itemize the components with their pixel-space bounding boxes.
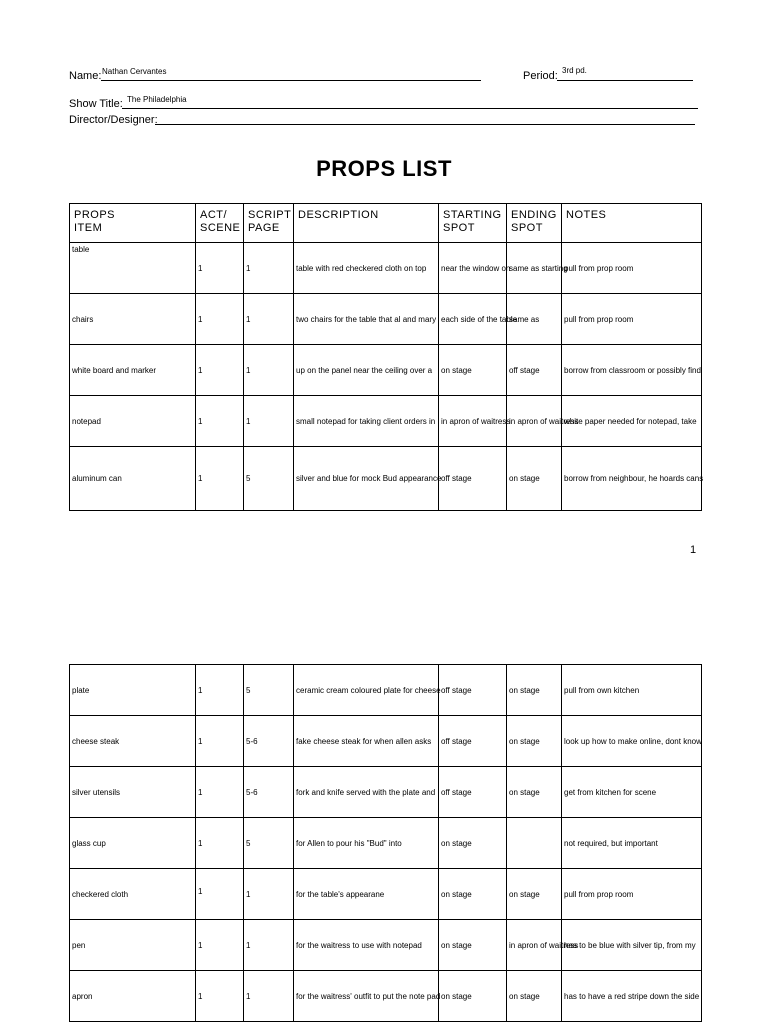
cell-notes[interactable]: pull from prop room [562,243,702,294]
cell-act[interactable]: 1 [196,345,244,396]
cell-act[interactable]: 1 [196,294,244,345]
props-table-page-2 [69,664,702,1022]
props-table-page-1 [69,203,702,511]
cell-end[interactable]: on stage [507,716,562,767]
cell-end[interactable]: off stage [507,345,562,396]
cell-start[interactable]: each side of the table [439,294,507,345]
cell-notes[interactable]: pull from prop room [562,869,702,920]
table-header-row [70,204,702,243]
cell-description[interactable]: up on the panel near the ceiling over a [294,345,439,396]
cell-item[interactable]: apron [70,971,196,1022]
show-title-underline[interactable] [122,108,698,109]
header-notes: NOTES [562,204,702,243]
cell-page[interactable]: 5-6 [244,716,294,767]
header-props-item: PROPS ITEM [70,204,196,243]
cell-end[interactable]: on stage [507,665,562,716]
cell-item[interactable]: silver utensils [70,767,196,818]
cell-page[interactable]: 1 [244,345,294,396]
name-label: Name: [69,70,102,82]
cell-start[interactable]: near the window on [439,243,507,294]
table-row [70,345,702,396]
cell-notes[interactable]: borrow from neighbour, he hoards cans [562,447,702,511]
table-row [70,665,702,716]
cell-act[interactable]: 1 [196,665,244,716]
cell-description[interactable]: for the waitress to use with notepad [294,920,439,971]
period-label: Period: [523,70,558,82]
cell-page[interactable]: 1 [244,920,294,971]
cell-act[interactable]: 1 [196,447,244,511]
header-description: DESCRIPTION [294,204,439,243]
cell-item[interactable]: notepad [70,396,196,447]
table-row [70,294,702,345]
cell-notes[interactable]: pull from own kitchen [562,665,702,716]
cell-start[interactable]: on stage [439,971,507,1022]
table-row [70,243,702,294]
page-number: 1 [690,544,697,556]
cell-end[interactable]: on stage [507,767,562,818]
cell-page[interactable]: 5 [244,818,294,869]
cell-start[interactable]: on stage [439,869,507,920]
cell-description[interactable]: fork and knife served with the plate and [294,767,439,818]
cell-act[interactable]: 1 [196,971,244,1022]
table-row [70,818,702,869]
cell-item[interactable]: table [70,243,196,294]
cell-page[interactable]: 1 [244,243,294,294]
cell-page[interactable]: 1 [244,396,294,447]
cell-notes[interactable]: get from kitchen for scene [562,767,702,818]
cell-end[interactable]: on stage [507,869,562,920]
cell-end[interactable]: on stage [507,447,562,511]
cell-start[interactable]: on stage [439,818,507,869]
cell-description[interactable]: for Allen to pour his "Bud" into [294,818,439,869]
cell-start[interactable]: off stage [439,447,507,511]
cell-act[interactable]: 1 [196,243,244,294]
table-row [70,767,702,818]
cell-notes[interactable]: has to be blue with silver tip, from my [562,920,702,971]
cell-start[interactable]: off stage [439,716,507,767]
table-row [70,971,702,1022]
cell-item[interactable]: plate [70,665,196,716]
cell-notes[interactable]: has to have a red stripe down the side [562,971,702,1022]
cell-notes[interactable]: look up how to make online, dont know [562,716,702,767]
show-title-label: Show Title: [69,98,123,110]
cell-start[interactable]: on stage [439,920,507,971]
cell-end[interactable]: same as starting [507,243,562,294]
cell-end[interactable] [507,818,562,869]
period-value: 3rd pd. [562,66,587,75]
header-starting-spot: STARTING SPOT [439,204,507,243]
cell-act[interactable]: 1 [196,396,244,447]
director-designer-label: Director/Designer: [69,114,158,126]
cell-end[interactable]: on stage [507,971,562,1022]
table-row [70,869,702,920]
table-row [70,920,702,971]
cell-page[interactable]: 1 [244,294,294,345]
table-row [70,716,702,767]
cell-description[interactable]: small notepad for taking client orders in [294,396,439,447]
cell-item[interactable]: aluminum can [70,447,196,511]
cell-act[interactable]: 1 [196,869,244,920]
cell-description[interactable]: ceramic cream coloured plate for cheese [294,665,439,716]
cell-notes[interactable]: white paper needed for notepad, take [562,396,702,447]
cell-act[interactable]: 1 [196,767,244,818]
cell-act[interactable]: 1 [196,920,244,971]
cell-item[interactable]: glass cup [70,818,196,869]
cell-start[interactable]: on stage [439,345,507,396]
table-row [70,396,702,447]
cell-description[interactable]: for the waitress' outfit to put the note pad [294,971,439,1022]
period-underline[interactable] [557,80,693,81]
cell-act[interactable]: 1 [196,716,244,767]
cell-description[interactable]: silver and blue for mock Bud appearance [294,447,439,511]
cell-description[interactable]: two chairs for the table that al and mary [294,294,439,345]
name-value: Nathan Cervantes [102,67,167,76]
cell-page[interactable]: 5 [244,665,294,716]
cell-notes[interactable]: pull from prop room [562,294,702,345]
cell-page[interactable]: 1 [244,869,294,920]
cell-start[interactable]: off stage [439,665,507,716]
cell-page[interactable]: 5-6 [244,767,294,818]
cell-item[interactable]: pen [70,920,196,971]
cell-item[interactable]: cheese steak [70,716,196,767]
director-designer-underline[interactable] [155,124,695,125]
cell-item[interactable]: checkered cloth [70,869,196,920]
cell-page[interactable]: 5 [244,447,294,511]
cell-notes[interactable]: borrow from classroom or possibly find [562,345,702,396]
show-title-value: The Philadelphia [127,95,187,104]
cell-end[interactable]: same as [507,294,562,345]
cell-item[interactable]: white board and marker [70,345,196,396]
cell-description[interactable]: table with red checkered cloth on top [294,243,439,294]
header-act-scene: ACT/ SCENE [196,204,244,243]
cell-end[interactable]: in apron of waitress [507,396,562,447]
cell-start[interactable]: in apron of waitress [439,396,507,447]
cell-description[interactable]: fake cheese steak for when allen asks [294,716,439,767]
cell-item[interactable]: chairs [70,294,196,345]
cell-start[interactable]: off stage [439,767,507,818]
cell-description[interactable]: for the table's appearane [294,869,439,920]
cell-end[interactable]: in apron of waitress [507,920,562,971]
page-title: PROPS LIST [316,156,452,181]
cell-notes[interactable]: not required, but important [562,818,702,869]
cell-act[interactable]: 1 [196,818,244,869]
cell-page[interactable]: 1 [244,971,294,1022]
name-underline[interactable] [101,80,481,81]
table-row [70,447,702,511]
header-script-page: SCRIPT PAGE [244,204,294,243]
header-ending-spot: ENDING SPOT [507,204,562,243]
